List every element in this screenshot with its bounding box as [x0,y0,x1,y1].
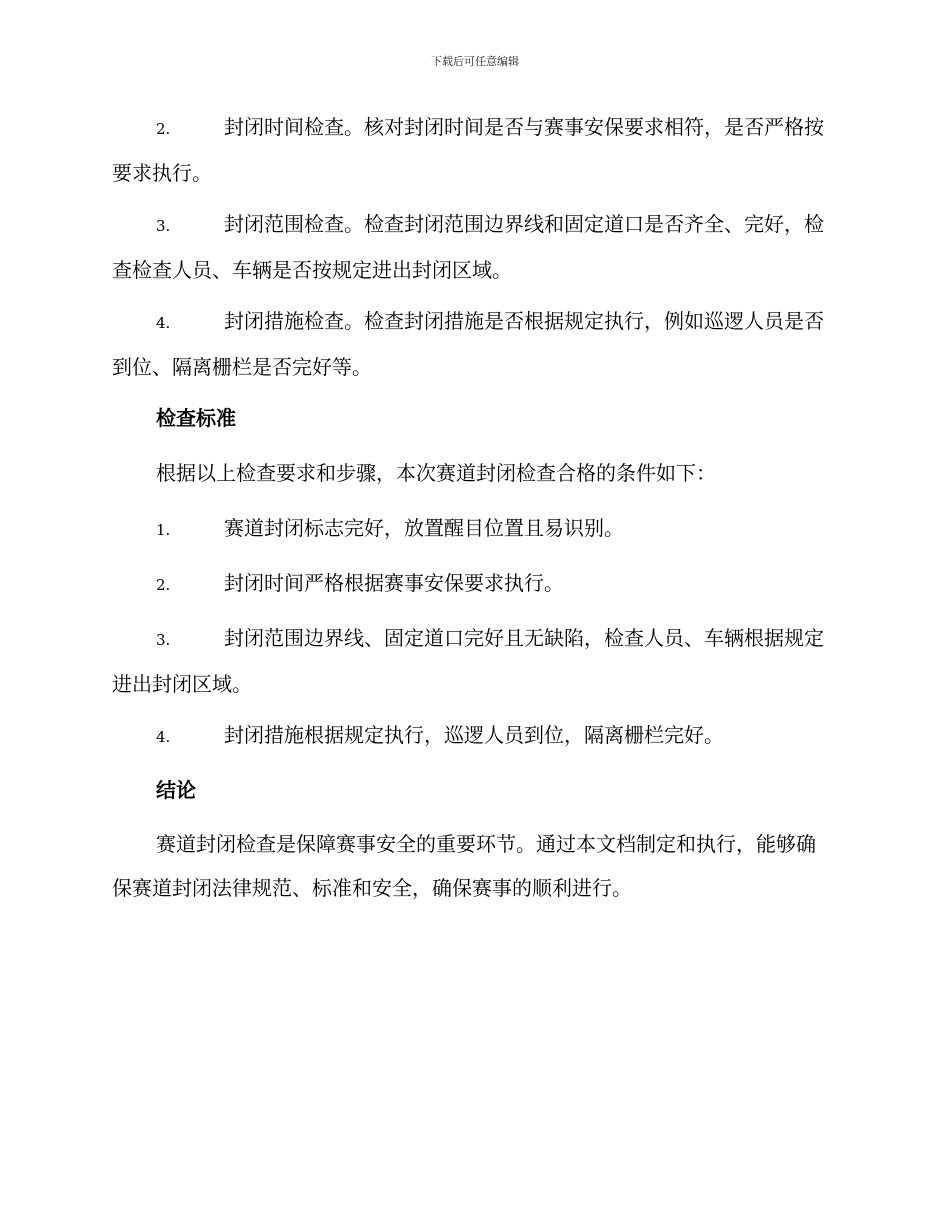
list-item-number: 2. [156,120,171,138]
list-item [112,506,834,552]
conclusion-text: 赛道封闭检查是保障赛事安全的重要环节。通过本文档制定和执行，能够确保赛道封闭法律规范、标准和安全，确保赛事的顺利进行。 [112,832,816,900]
standard-intro: 根据以上检查要求和步骤，本次赛道封闭检查合格的条件如下： [156,461,716,485]
list-item-text: 封闭措施根据规定执行，巡逻人员到位，隔离栅栏完好。 [224,723,724,747]
list-item-number: 2. [156,576,171,594]
list-item-text: 封闭时间检查。核对封闭时间是否与赛事安保要求相符，是否严格按要求执行。 [112,115,824,185]
section-heading-conclusion: 结论 [156,778,196,802]
list-item-number: 3. [156,217,171,235]
list-item [112,561,834,607]
page-header: 下载后可任意编辑 [431,55,519,68]
list-item-text: 封闭范围检查。检查封闭范围边界线和固定道口是否齐全、完好，检查检查人员、车辆是否按规定进出封闭区域。 [112,212,824,282]
list-item [112,202,834,292]
list-item-number: 4. [156,314,171,332]
list-item-text: 封闭措施检查。检查封闭措施是否根据规定执行，例如巡逻人员是否到位、隔离栅栏是否完好等。 [112,309,824,379]
list-item [112,616,834,706]
section-heading-standard: 检查标准 [156,406,236,430]
list-item-text: 赛道封闭标志完好，放置醒目位置且易识别。 [224,516,624,540]
list-item [112,299,834,389]
list-item-text: 封闭范围边界线、固定道口完好且无缺陷，检查人员、车辆根据规定进出封闭区域。 [112,626,824,696]
list-item-text: 封闭时间严格根据赛事安保要求执行。 [224,571,564,595]
list-item-number: 1. [156,521,171,539]
list-item-number: 4. [156,728,171,746]
list-item-number: 3. [156,631,171,649]
list-item [112,105,834,195]
list-item [112,713,834,759]
